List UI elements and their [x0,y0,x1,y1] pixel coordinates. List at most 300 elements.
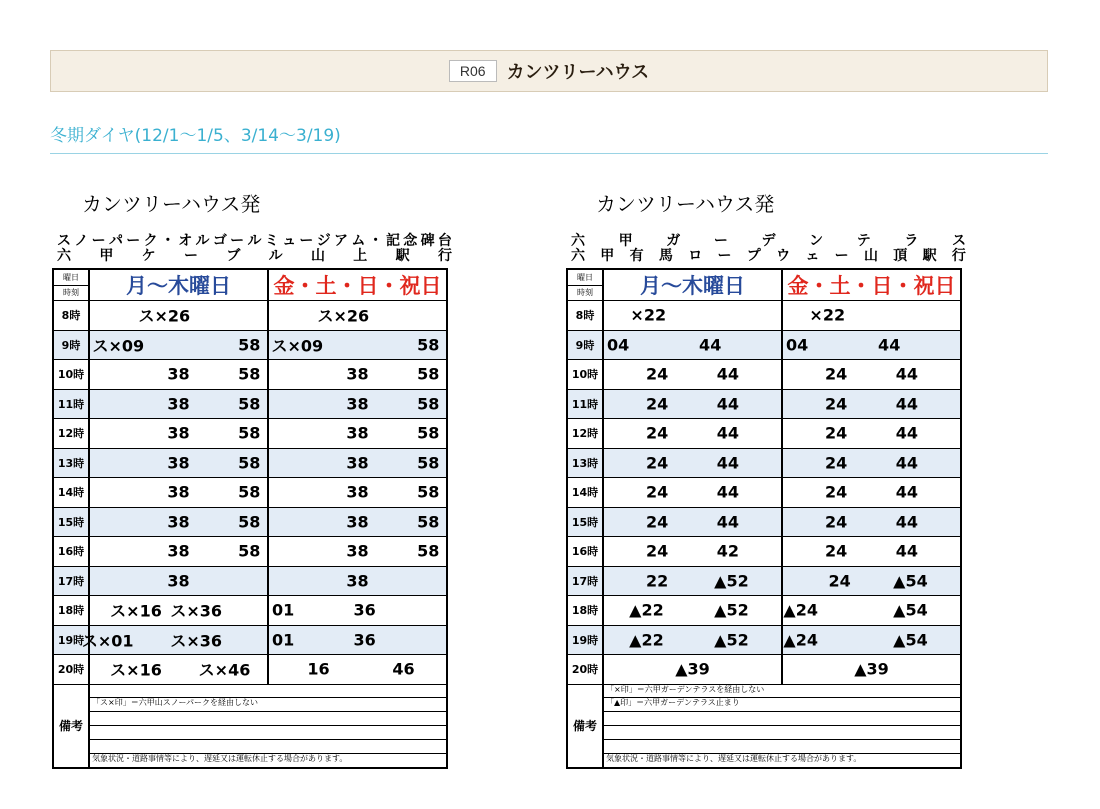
destination-char: ア [334,233,348,249]
weekday-departures [604,419,783,448]
remarks-lines [604,685,960,767]
destination-char: オ [178,233,193,249]
hour-cell: 8時 [568,301,604,330]
departure-time: 44 [716,423,740,443]
destination-char: 甲 [618,233,633,249]
destination-char: ー [183,248,198,264]
destination-char: ル [195,233,210,249]
holiday-departures [783,449,960,478]
hour-cell: 14時 [568,478,604,507]
holiday-departures [269,626,446,655]
destination-char: 頂 [893,248,908,264]
holiday-departures [783,655,960,684]
departure-time: 01 [272,600,295,620]
weekday-departures [81,626,269,655]
departure-time: ▲22 [629,600,664,620]
table-header-row [568,270,960,301]
departure-time: 44 [716,512,740,532]
destination-char: ・ [368,233,383,249]
departure-time: 24 [824,541,848,561]
departure-time: 58 [417,394,440,414]
remark-line: 気象状況・道路事情等により、遅延又は運転休止する場合があります。 [92,753,348,763]
hour-cell: 13時 [54,449,90,478]
holiday-departures [269,596,446,625]
table-row [54,508,446,538]
remark-line: 「▲印」＝六甲ガーデンテラス止まり [604,698,960,712]
departure-time: 38 [167,364,190,384]
departure-time: 44 [895,364,919,384]
destination-line [571,234,966,249]
departure-time: ▲24 [783,630,818,650]
departure-time: 38 [346,571,369,591]
destination-char: 六 [571,248,585,264]
departure-time: 38 [167,423,190,443]
holiday-departures [269,301,446,330]
departure-time: 44 [895,453,919,473]
departure-time: 24 [645,512,669,532]
departure-time: 24 [824,423,848,443]
timetable-grid [52,268,448,769]
departure-time: 44 [895,482,919,502]
hour-cell: 18時 [568,596,604,625]
destination-line [57,249,452,264]
hour-cell: 20時 [568,655,604,684]
departure-time: 44 [895,512,919,532]
weekday-departures [90,596,269,625]
hour-cell: 15時 [568,508,604,537]
timetable-heading: カンツリーハウス発 [82,192,261,216]
departure-time: 44 [895,394,919,414]
departure-time: 42 [716,541,740,561]
schedule-title: 冬期ダイヤ(12/1〜1/5、3/14〜3/19) [50,126,341,146]
destination-char: ブ [226,248,241,264]
remarks-label: 備考 [568,685,604,767]
weekday-departures [90,537,269,566]
destination-char: 馬 [658,248,673,264]
departure-time: 46 [392,659,415,679]
departure-time: 24 [824,364,848,384]
destination-char: ス [57,233,71,249]
destination-char: 駅 [922,248,937,264]
departure-time: ▲24 [783,600,818,620]
destination-char: 念 [403,233,418,249]
weekday-departures [90,449,269,478]
departure-time: ▲22 [629,630,664,650]
departure-time: 58 [238,335,261,355]
departure-time: 38 [346,453,369,473]
departure-time: 38 [346,423,369,443]
departure-time: ス×09 [92,336,145,356]
weekday-departures [604,331,783,360]
hour-cell: 18時 [54,596,90,625]
hour-cell: 9時 [54,331,90,360]
table-row [54,626,446,656]
departure-time: 36 [353,600,376,620]
destination-char: ー [230,233,245,249]
departure-time: ス×46 [198,660,251,680]
departure-time: 44 [699,335,722,355]
holiday-header: 金・土・日・祝日 [787,274,956,298]
departure-time: ▲39 [675,659,710,679]
remark-line [90,726,446,740]
destination-char: ウ [776,248,791,264]
destination-char: ノ [74,233,89,249]
remark-line: 「×印」＝六甲ガーデンテラスを経由しない [604,685,960,699]
departure-time: ×22 [809,305,846,325]
departure-time: ▲54 [893,600,928,620]
destination-char: ム [351,233,366,249]
departure-time: ▲52 [714,600,749,620]
destination-char: ミ [264,233,279,249]
destination-char: ェ [805,248,820,264]
hour-cell: 20時 [54,655,90,684]
weekday-departures [604,449,783,478]
table-row [568,626,960,656]
destination-char: ー [713,233,728,249]
holiday-departures [269,331,446,360]
holiday-departures [269,478,446,507]
destination-char: 行 [951,248,966,264]
hour-cell: 12時 [568,419,604,448]
remark-line [604,712,960,726]
departure-time: 38 [346,512,369,532]
destination-char: ン [809,233,824,249]
departure-time: 44 [716,453,740,473]
destination-char: テ [856,233,871,249]
table-row [54,390,446,420]
destination-char: 行 [437,248,452,264]
holiday-departures [269,419,446,448]
weekday-departures [604,360,783,389]
holiday-departures [269,567,446,596]
hour-cell: 16時 [568,537,604,566]
weekday-departures [90,301,269,330]
departure-time: 38 [346,541,369,561]
departure-time: ス×36 [170,601,223,621]
table-row [568,331,960,361]
remark-line [90,685,446,699]
departure-time: ▲54 [893,571,928,591]
hour-cell: 17時 [568,567,604,596]
departure-time: 58 [417,512,440,532]
departure-time: 58 [238,512,261,532]
departure-time: ▲54 [893,630,928,650]
destination-char: ュ [282,233,297,249]
destination-char: ー [299,233,314,249]
weekday-departures [90,478,269,507]
remark-line [90,740,446,754]
destination-label [57,234,452,264]
table-row [54,478,446,508]
destination-char: 上 [353,248,368,264]
departure-time: 38 [167,394,190,414]
destination-char: ー [717,248,732,264]
timetable-grid [566,268,962,769]
departure-time: 44 [716,482,740,502]
holiday-departures [783,508,960,537]
departure-time: 44 [895,541,919,561]
table-row [54,360,446,390]
destination-char: 碑 [420,233,435,249]
destination-line [571,249,966,264]
destination-char: ー [126,233,141,249]
weekday-departures [604,537,783,566]
destination-char: デ [761,233,776,249]
destination-char: ジ [316,233,331,249]
destination-char: ル [268,248,283,264]
departure-time: 22 [645,571,669,591]
holiday-departures [269,390,446,419]
destination-char: ・ [160,233,175,249]
destination-char: 台 [437,233,452,249]
stop-header [50,50,1048,92]
remark-line: 気象状況・道路事情等により、遅延又は運転休止する場合があります。 [606,753,862,763]
destination-char: ス [952,233,966,249]
weekday-departures [604,301,783,330]
departure-time: 58 [238,541,261,561]
holiday-departures [783,537,960,566]
departure-time: ス×16 [110,601,162,621]
destination-char: 六 [571,233,585,249]
holiday-departures [783,596,960,625]
hour-cell: 14時 [54,478,90,507]
departure-time: 58 [417,541,440,561]
remark-line [90,712,446,726]
table-header-row [54,270,446,301]
destination-char: ー [91,233,106,249]
departure-time: 01 [272,630,295,650]
holiday-departures [783,331,960,360]
table-row [568,655,960,685]
table-row [568,596,960,626]
departure-time: 38 [346,364,369,384]
departure-time: 58 [417,482,440,502]
destination-char: 六 [57,248,71,264]
table-row [568,567,960,597]
destination-char: プ [746,248,761,264]
departure-time: 58 [238,423,261,443]
stop-name: カンツリーハウス [506,62,650,83]
departure-time: ×22 [630,305,667,325]
departure-time: 24 [645,541,669,561]
departure-time: ス×09 [271,336,324,356]
holiday-departures [269,360,446,389]
hour-cell: 19時 [568,626,604,655]
departure-time: 44 [716,394,740,414]
table-row [568,537,960,567]
departure-time: 58 [417,423,440,443]
departure-time: 44 [878,335,901,355]
hour-cell: 10時 [568,360,604,389]
destination-char: 山 [863,248,878,264]
departure-time: 58 [238,453,261,473]
departure-time: 24 [645,394,669,414]
holiday-departures [269,449,446,478]
departure-time: ス×01 [81,631,134,651]
holiday-departures [269,537,446,566]
hour-cell: 11時 [54,390,90,419]
destination-char: ル [247,233,262,249]
table-row [568,360,960,390]
weekday-departures [90,360,269,389]
destination-char: ケ [141,248,156,264]
hour-label: 時刻 [577,288,593,298]
departure-time: 24 [828,571,851,591]
departure-time: 16 [307,659,330,679]
table-row [54,301,446,331]
destination-char: ラ [904,233,919,249]
table-row [54,596,446,626]
departure-time: 04 [607,335,630,355]
weekday-departures [90,331,269,360]
table-row [568,390,960,420]
destination-char: ガ [666,233,681,249]
weekday-departures [604,478,783,507]
departure-time: 38 [167,453,190,473]
destination-char: ク [143,233,158,249]
departure-time: ▲52 [714,630,749,650]
departure-time: 58 [417,364,440,384]
destination-line [57,234,452,249]
weekday-departures [90,508,269,537]
departure-time: 24 [824,394,848,414]
holiday-departures [783,419,960,448]
destination-char: 山 [310,248,325,264]
departure-time: ▲52 [714,571,749,591]
holiday-departures [269,508,446,537]
hour-cell: 10時 [54,360,90,389]
title-divider [50,153,1048,154]
table-row [568,449,960,479]
hour-cell: 13時 [568,449,604,478]
holiday-departures [783,626,960,655]
departure-time: 24 [645,453,669,473]
remark-line [604,740,960,754]
departure-time: ス×26 [317,306,370,326]
remarks-row [568,685,960,767]
day-label: 曜日 [568,270,602,286]
hour-cell: 15時 [54,508,90,537]
holiday-header: 金・土・日・祝日 [273,274,442,298]
departure-time: 24 [824,482,848,502]
departure-time: 38 [167,571,190,591]
weekday-departures [90,390,269,419]
departure-time: 38 [167,541,190,561]
departure-time: 44 [895,423,919,443]
hour-cell: 19時 [54,626,90,655]
holiday-departures [783,390,960,419]
destination-char: 駅 [395,248,410,264]
weekday-departures [90,655,269,684]
weekday-departures [604,596,783,625]
hour-cell: 11時 [568,390,604,419]
table-row [568,301,960,331]
destination-char: パ [108,233,123,249]
departure-time: ス×36 [170,631,223,651]
timetable-heading: カンツリーハウス発 [596,192,775,216]
departure-time: 44 [716,364,740,384]
destination-char: ー [834,248,849,264]
departure-time: 36 [353,630,376,650]
weekday-header: 月〜木曜日 [604,270,783,300]
destination-char: 記 [385,233,400,249]
weekday-departures [90,419,269,448]
holiday-departures [783,478,960,507]
table-row [54,419,446,449]
departure-time: 38 [167,482,190,502]
departure-time: 24 [645,482,669,502]
day-time-label [568,270,604,300]
hour-cell: 16時 [54,537,90,566]
departure-time: 24 [824,453,848,473]
table-row [568,419,960,449]
departure-time: 38 [346,394,369,414]
destination-char: 甲 [600,248,615,264]
hour-cell: 9時 [568,331,604,360]
departure-time: 24 [824,512,848,532]
departure-time: ス×16 [110,660,162,680]
departure-time: ス×26 [138,306,191,326]
departure-time: 24 [645,423,669,443]
remark-line: 「ス×印」＝六甲山スノーパークを経由しない [90,698,446,712]
departure-time: 58 [238,364,261,384]
day-label: 曜日 [54,270,88,286]
departure-time: 58 [238,482,261,502]
remarks-lines [90,685,446,767]
hour-cell: 12時 [54,419,90,448]
destination-char: ゴ [212,233,227,249]
destination-char: 甲 [99,248,114,264]
weekday-departures [90,567,269,596]
remarks-label: 備考 [54,685,90,767]
hour-cell: 8時 [54,301,90,330]
departure-time: 24 [645,364,669,384]
departure-time: 58 [238,394,261,414]
destination-char: 有 [629,248,644,264]
destination-label [571,234,966,264]
weekday-departures [604,508,783,537]
table-row [54,567,446,597]
departure-time: 58 [417,453,440,473]
table-row [54,537,446,567]
departure-time: 58 [417,335,440,355]
departure-time: 04 [786,335,809,355]
weekday-departures [604,390,783,419]
remarks-row [54,685,446,767]
weekday-header: 月〜木曜日 [90,270,269,300]
departure-time: 38 [167,512,190,532]
weekday-departures [604,626,783,655]
departure-time: ▲39 [854,659,889,679]
hour-cell: 17時 [54,567,90,596]
remark-line [604,726,960,740]
weekday-departures [604,567,783,596]
weekday-departures [604,655,783,684]
table-row [54,655,446,685]
departure-time: 38 [346,482,369,502]
day-time-label [54,270,90,300]
stop-code-badge: R06 [449,60,497,82]
holiday-departures [269,655,446,684]
table-row [568,508,960,538]
holiday-departures [783,360,960,389]
destination-char: ロ [688,248,703,264]
holiday-departures [783,301,960,330]
table-row [54,449,446,479]
holiday-departures [783,567,960,596]
table-row [54,331,446,361]
table-row [568,478,960,508]
